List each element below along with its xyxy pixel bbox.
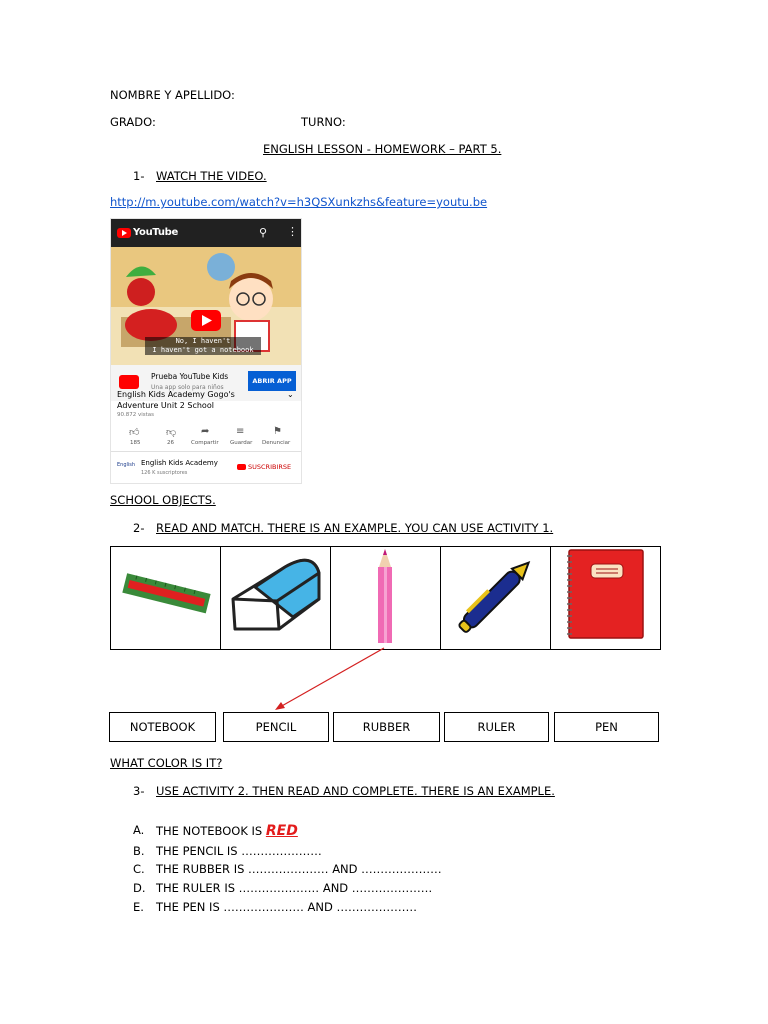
more-icon[interactable]: ⋮ xyxy=(287,225,298,238)
like-icon[interactable]: 👍︎ xyxy=(129,427,140,438)
share-label: Compartir xyxy=(191,440,219,446)
task1-number: 1- xyxy=(133,169,145,183)
item-a-text: THE NOTEBOOK IS xyxy=(156,824,266,838)
channel-avatar: English xyxy=(117,462,136,468)
task3-instruction: USE ACTIVITY 2. THEN READ AND COMPLETE. THERE IS AN EXAMPLE. xyxy=(156,784,555,798)
pen-icon xyxy=(441,547,550,646)
video-title-line2: Adventure Unit 2 School xyxy=(117,401,214,410)
view-count: 90.872 vistas xyxy=(117,412,155,418)
item-letter-e: E. xyxy=(133,900,144,914)
lesson-title: ENGLISH LESSON - HOMEWORK – PART 5. xyxy=(263,142,502,156)
task1-instruction: WATCH THE VIDEO. xyxy=(156,169,267,183)
video-thumbnail[interactable] xyxy=(111,247,301,365)
dislike-count: 26 xyxy=(167,440,174,446)
dislike-icon[interactable]: 👎︎ xyxy=(166,427,177,438)
shift-label: TURNO: xyxy=(301,115,346,129)
picture-cell-pencil xyxy=(331,547,441,650)
section-what-color: WHAT COLOR IS IT? xyxy=(110,756,223,770)
ruler-icon xyxy=(111,547,220,646)
picture-cell-ruler xyxy=(111,547,221,650)
chevron-down-icon[interactable]: ⌄ xyxy=(287,390,294,399)
subscribe-icon xyxy=(237,464,246,470)
picture-cell-pen xyxy=(441,547,551,650)
promo-subtitle: Una app solo para niños xyxy=(151,384,224,391)
subscriber-count: 126 K suscriptores xyxy=(141,470,188,476)
word-box-rubber: RUBBER xyxy=(333,712,440,742)
word-box-ruler: RULER xyxy=(444,712,549,742)
grade-label: GRADO: xyxy=(110,115,156,129)
picture-table xyxy=(110,546,661,650)
word-box-pencil: PENCIL xyxy=(223,712,329,742)
open-app-button[interactable]: ABRIR APP xyxy=(248,371,296,391)
youtube-kids-icon xyxy=(119,375,139,389)
item-c-text: THE RUBBER IS ………………… AND ………………… xyxy=(156,862,442,876)
item-e-text: THE PEN IS ………………… AND ………………… xyxy=(156,900,418,914)
item-letter-a: A. xyxy=(133,823,145,837)
save-label: Guardar xyxy=(230,440,253,446)
picture-cell-rubber xyxy=(221,547,331,650)
example-arrow-icon xyxy=(270,645,390,715)
item-a xyxy=(156,823,298,839)
youtube-logo-icon xyxy=(117,228,131,238)
word-box-pen: PEN xyxy=(554,712,659,742)
picture-cell-notebook xyxy=(551,547,661,650)
report-label: Denunciar xyxy=(262,440,291,446)
like-count: 185 xyxy=(130,440,141,446)
youtube-brand: YouTube xyxy=(133,227,178,238)
pencil-icon xyxy=(331,547,440,646)
item-d-text: THE RULER IS ………………… AND ………………… xyxy=(156,881,433,895)
name-label: NOMBRE Y APELLIDO: xyxy=(110,88,235,102)
word-box-notebook: NOTEBOOK xyxy=(109,712,216,742)
item-letter-d: D. xyxy=(133,881,146,895)
task2-instruction: READ AND MATCH. THERE IS AN EXAMPLE. YOU CAN USE ACTIVITY 1. xyxy=(156,521,554,535)
task2-number: 2- xyxy=(133,521,145,535)
rubber-icon xyxy=(221,547,330,646)
promo-title: Prueba YouTube Kids xyxy=(151,372,229,381)
youtube-top-bar xyxy=(111,219,301,247)
video-caption: No, I haven't I haven't got a notebook xyxy=(145,337,261,355)
search-icon[interactable]: ⚲ xyxy=(259,226,268,239)
youtube-screenshot xyxy=(110,218,302,484)
item-a-answer: RED xyxy=(265,823,298,839)
item-b-text: THE PENCIL IS ………………… xyxy=(156,844,322,858)
share-icon[interactable]: ➦ xyxy=(201,426,210,437)
item-letter-c: C. xyxy=(133,862,145,876)
save-icon[interactable]: ≡ xyxy=(236,426,245,437)
item-letter-b: B. xyxy=(133,844,145,858)
task3-number: 3- xyxy=(133,784,145,798)
video-link[interactable]: http://m.youtube.com/watch?v=h3QSXunkzhs&feature=youtu.be xyxy=(110,195,488,209)
flag-icon[interactable]: ⚑ xyxy=(273,426,282,437)
video-title-line1: English Kids Academy Gogo's xyxy=(117,390,235,399)
section-school-objects: SCHOOL OBJECTS. xyxy=(110,493,216,507)
notebook-icon xyxy=(551,547,660,646)
channel-name: English Kids Academy xyxy=(141,459,218,467)
subscribe-button[interactable]: SUSCRIBIRSE xyxy=(248,463,292,471)
